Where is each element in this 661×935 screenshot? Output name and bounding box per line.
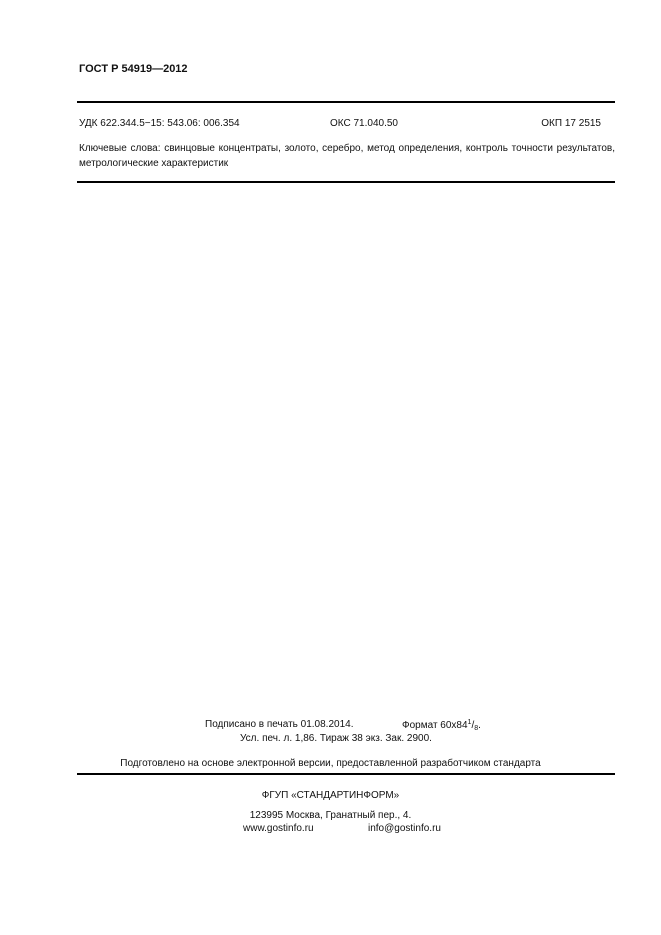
standard-code: ГОСТ Р 54919—2012: [79, 63, 188, 75]
top-divider: [77, 101, 615, 103]
format-denominator: 8: [474, 725, 479, 732]
keywords-divider: [77, 181, 615, 183]
prepared-note: Подготовлено на основе электронной версии, предоставленной разработчиком стандарта: [120, 758, 541, 769]
keywords-text: Ключевые слова: свинцовые концентраты, золото, серебро, метод определения, контроль точности результатов, метрологические характеристик: [79, 143, 615, 169]
oks-code: ОКС 71.040.50: [330, 118, 398, 129]
publisher-address: 123995 Москва, Гранатный пер., 4.: [249, 810, 412, 821]
paper-format: [402, 719, 481, 732]
publisher-website[interactable]: www.gostinfo.ru: [243, 823, 314, 834]
format-slash: /: [471, 720, 475, 731]
signed-date: Подписано в печать 01.08.2014.: [205, 719, 354, 730]
publisher-name: ФГУП «СТАНДАРТИНФОРМ»: [261, 790, 400, 801]
udk-code: УДК 622.344.5−15: 543.06: 006.354: [79, 118, 240, 129]
format-prefix: Формат 60x84: [402, 720, 468, 731]
print-info: Усл. печ. л. 1,86. Тираж 38 экз. Зак. 2900.: [240, 733, 432, 744]
footer-divider: [77, 773, 615, 775]
format-numerator: 1: [467, 719, 472, 726]
publisher-email[interactable]: info@gostinfo.ru: [368, 823, 441, 834]
okp-code: ОКП 17 2515: [541, 118, 601, 129]
format-suffix: .: [478, 720, 481, 731]
